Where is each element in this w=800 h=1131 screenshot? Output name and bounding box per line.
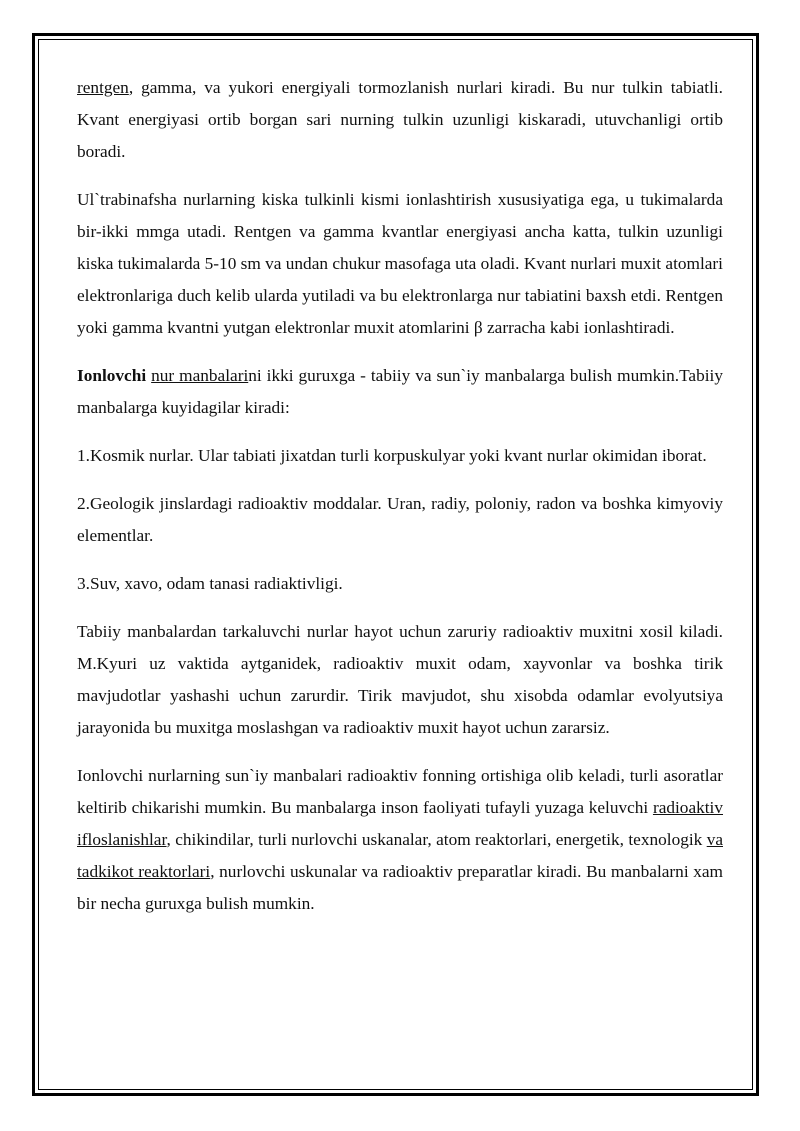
link-radioaktiv-ifloslanishlar[interactable]: radioaktiv ifloslanishlar — [77, 798, 723, 849]
paragraph-5-text-1: Ionlovchi nurlarning sun`iy manbalari radioaktiv fonning ortishiga olib keladi, turli asoratlar keltirib chikarishi mumkin. Bu manbalarga inson faoliyati tufayli yuzaga keluvchi — [77, 766, 723, 817]
paragraph-1-text: , gamma, va yukori energiyali tormozlanish nurlari kiradi. Bu nur tulkin tabiatli. Kvant energiyasi ortib borgan sari nurning tulkin uzunligi kiskaradi, utuvchanligi ortib boradi. — [77, 78, 723, 161]
link-tadkikot-reaktorlari[interactable]: va tadkikot reaktorlari — [77, 830, 723, 881]
paragraph-5 — [77, 760, 723, 920]
document-body — [77, 72, 723, 936]
list-item: 2.Geologik jinslardagi radioaktiv moddalar. Uran, radiy, poloniy, radon va boshka kimyoviy elementlar. — [77, 494, 723, 545]
list-item: 1.Kosmik nurlar. Ular tabiati jixatdan turli korpuskulyar yoki kvant nurlar okimidan iborat. — [77, 446, 707, 465]
paragraph-3-text: ni ikki guruxga - tabiiy va sun`iy manbalarga bulish mumkin.Tabiiy manbalarga kuyidagilar kiradi: — [77, 366, 723, 417]
list-item: 3.Suv, xavo, odam tanasi radiaktivligi. — [77, 574, 343, 593]
bold-term: Ionlovchi — [77, 366, 147, 385]
link-nur-manbalari[interactable]: nur manbalari — [151, 366, 249, 385]
link-rentgen[interactable]: rentgen — [77, 78, 129, 97]
paragraph-4: Tabiiy manbalardan tarkaluvchi nurlar hayot uchun zaruriy radioaktiv muxitni xosil kiladi. M.Kyuri uz vaktida aytganidek, radioaktiv muxit odam, xayvonlar va boshka tirik mavjudotlar yashashi uchun zarurdir. Tirik mavjudot, shu xisobda odamlar evolyutsiya jarayonida bu muxitga moslashgan va radioaktiv muxit hayot uchun zararsiz. — [77, 622, 723, 737]
paragraph-3 — [77, 360, 723, 424]
paragraph-5-text-2: , chikindilar, turli nurlovchi uskanalar, atom reaktorlari, energetik, texnologik — [166, 830, 707, 849]
paragraph-1 — [77, 72, 723, 168]
paragraph-5-text-3: , nurlovchi uskunalar va radioaktiv preparatlar kiradi. Bu manbalarni xam bir necha guruxga bulish mumkin. — [77, 862, 723, 913]
paragraph-2: Ul`trabinafsha nurlarning kiska tulkinli kismi ionlashtirish xususiyatiga ega, u tukimalarda bir-ikki mmga utadi. Rentgen va gamma kvantlar energiyasi ancha katta, tulkin uzunligi kiska tukimalarda 5-10 sm va undan chukur masofaga uta oladi. Kvant nurlari muxit atomlari elektronlariga duch kelib ularda yutiladi va bu elektronlarga nur tabiatini baxsh etdi. Rentgen yoki gamma kvantni yutgan elektronlar muxit atomlarini β zarracha kabi ionlashtiradi. — [77, 190, 723, 337]
